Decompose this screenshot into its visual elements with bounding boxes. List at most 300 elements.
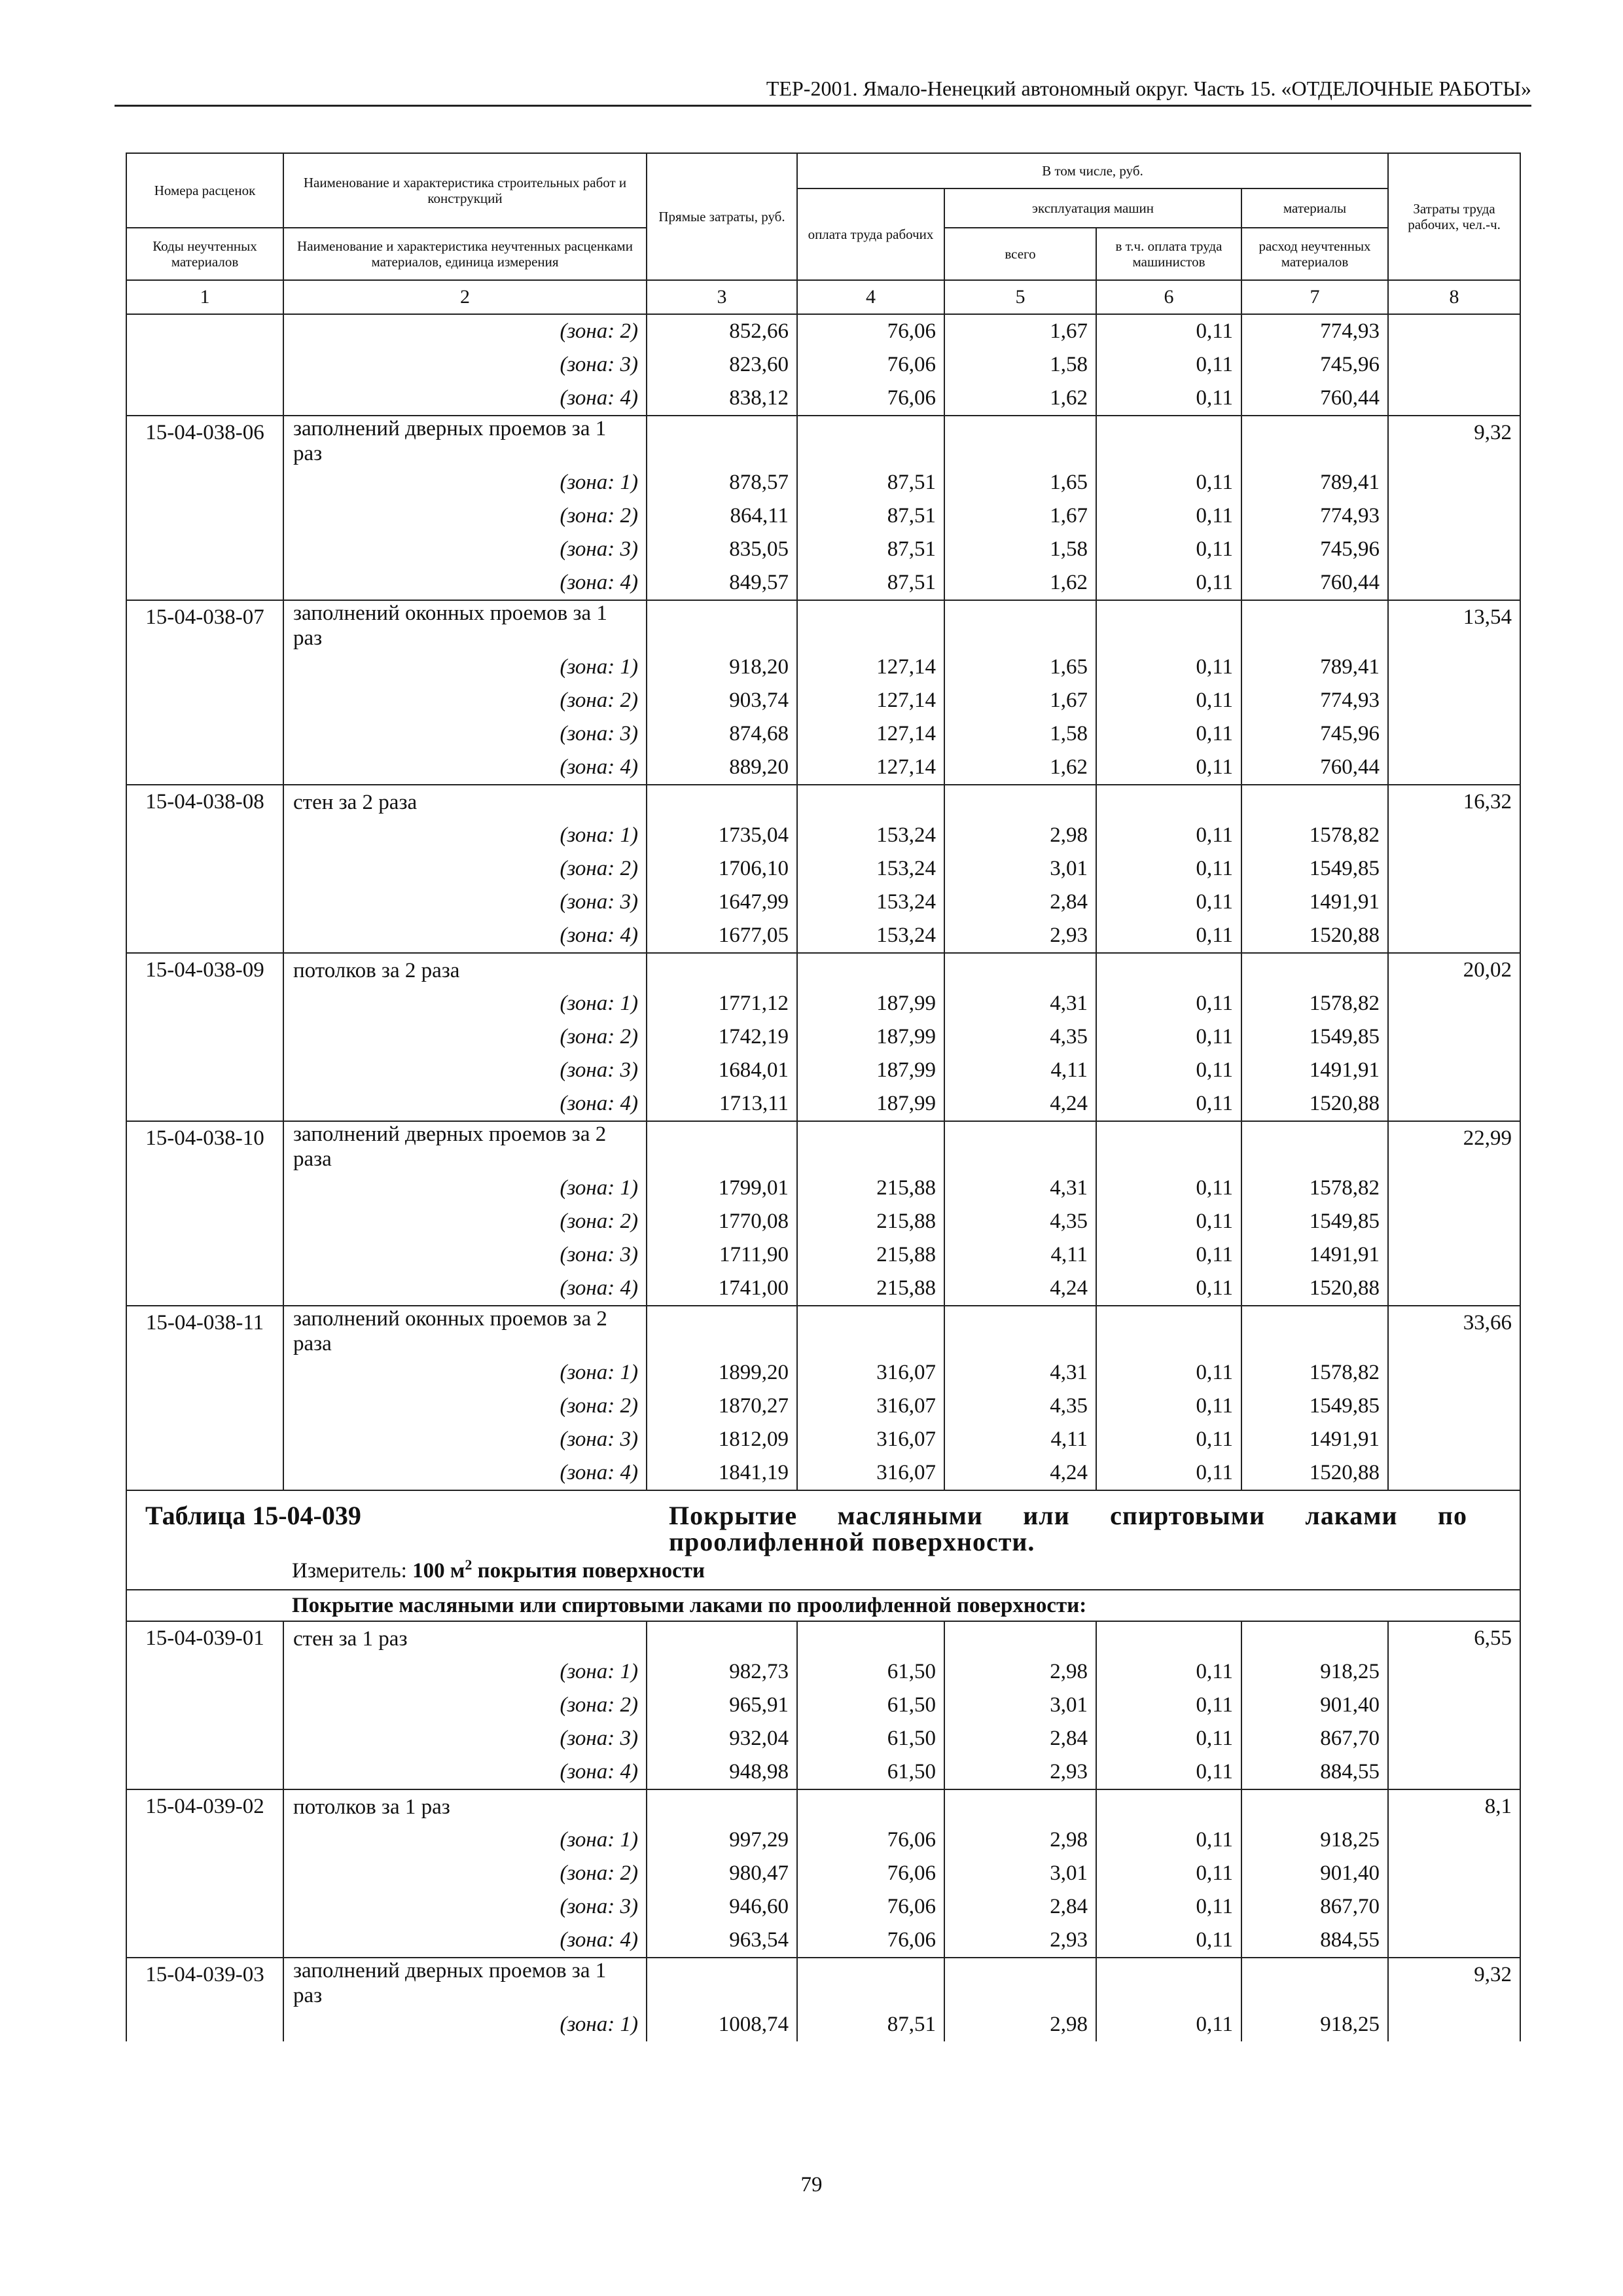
- value-cell: 1491,91: [1241, 1054, 1388, 1087]
- value-cell: 1578,82: [1241, 1172, 1388, 1205]
- value-cell: 76,06: [797, 314, 944, 348]
- value-cell: 1770,08: [647, 1205, 797, 1238]
- value-cell: 153,24: [797, 886, 944, 919]
- value-cell: 1870,27: [647, 1390, 797, 1423]
- value-cell: 1549,85: [1241, 1020, 1388, 1054]
- measure-prefix: Измеритель:: [292, 1559, 413, 1583]
- value-cell: 61,50: [797, 1722, 944, 1755]
- code-cell: [126, 1390, 283, 1423]
- code-cell: [126, 2008, 283, 2041]
- value-cell: 187,99: [797, 987, 944, 1020]
- labor-cell: [1388, 1655, 1520, 1689]
- code-cell: [126, 466, 283, 499]
- labor-cell: [1388, 717, 1520, 751]
- labor-cost: 9,32: [1388, 1958, 1520, 2008]
- value-cell: 76,06: [797, 348, 944, 382]
- value-cell: 0,11: [1096, 1087, 1241, 1121]
- labor-cell: [1388, 1272, 1520, 1306]
- code-cell: [126, 1689, 283, 1722]
- rate-row: [126, 1621, 1520, 1655]
- empty-cell: [1096, 600, 1241, 651]
- value-cell: 852,66: [647, 314, 797, 348]
- rate-row: [126, 1121, 1520, 1172]
- value-cell: 0,11: [1096, 1390, 1241, 1423]
- value-cell: 884,55: [1241, 1755, 1388, 1789]
- value-cell: 87,51: [797, 466, 944, 499]
- value-cell: 1520,88: [1241, 1456, 1388, 1490]
- value-cell: 1,67: [944, 499, 1096, 533]
- value-cell: 1520,88: [1241, 1087, 1388, 1121]
- value-cell: 1,58: [944, 533, 1096, 566]
- empty-cell: [647, 1958, 797, 2008]
- value-cell: 918,25: [1241, 1823, 1388, 1857]
- value-cell: 61,50: [797, 1755, 944, 1789]
- empty-cell: [1096, 1958, 1241, 2008]
- labor-cell: [1388, 1890, 1520, 1924]
- code-cell: [126, 751, 283, 785]
- labor-cell: [1388, 566, 1520, 600]
- code-cell: [126, 1655, 283, 1689]
- labor-cell: [1388, 382, 1520, 416]
- value-cell: 1735,04: [647, 819, 797, 852]
- value-cell: 0,11: [1096, 566, 1241, 600]
- value-cell: 823,60: [647, 348, 797, 382]
- value-cell: 760,44: [1241, 566, 1388, 600]
- empty-cell: [647, 416, 797, 466]
- zone-row: [126, 717, 1520, 751]
- value-cell: 760,44: [1241, 382, 1388, 416]
- value-cell: 0,11: [1096, 1823, 1241, 1857]
- col-machines-labor-header: в т.ч. оплата труда машинистов: [1096, 228, 1241, 280]
- value-cell: 0,11: [1096, 987, 1241, 1020]
- zone-row: [126, 987, 1520, 1020]
- value-cell: 0,11: [1096, 651, 1241, 684]
- value-cell: 0,11: [1096, 1272, 1241, 1306]
- labor-cost: 8,1: [1388, 1789, 1520, 1823]
- empty-cell: [1096, 416, 1241, 466]
- value-cell: 932,04: [647, 1722, 797, 1755]
- value-cell: 2,84: [944, 1890, 1096, 1924]
- labor-cell: [1388, 348, 1520, 382]
- zone-label: (зона: 4): [283, 751, 647, 785]
- value-cell: 153,24: [797, 852, 944, 886]
- measure-unit: [127, 1558, 1520, 1584]
- value-cell: 2,98: [944, 1655, 1096, 1689]
- code-cell: [126, 314, 283, 348]
- value-cell: 153,24: [797, 919, 944, 953]
- labor-cell: [1388, 2008, 1520, 2041]
- value-cell: 965,91: [647, 1689, 797, 1722]
- value-cell: 948,98: [647, 1755, 797, 1789]
- running-header-title: ТЕР-2001. Ямало-Ненецкий автономный округ. Часть 15. «ОТДЕЛОЧНЫЕ РАБОТЫ»: [766, 77, 1531, 100]
- rate-row: [126, 600, 1520, 651]
- rate-name: стен за 1 раз: [283, 1621, 647, 1655]
- zone-label: (зона: 2): [283, 1857, 647, 1890]
- value-cell: 1008,74: [647, 2008, 797, 2041]
- value-cell: 0,11: [1096, 1857, 1241, 1890]
- value-cell: 1713,11: [647, 1087, 797, 1121]
- column-number: 3: [647, 280, 797, 314]
- labor-cost: 33,66: [1388, 1306, 1520, 1356]
- zone-row: [126, 1423, 1520, 1456]
- value-cell: 918,25: [1241, 2008, 1388, 2041]
- value-cell: 963,54: [647, 1924, 797, 1958]
- value-cell: 0,11: [1096, 499, 1241, 533]
- labor-cell: [1388, 314, 1520, 348]
- labor-cost: 22,99: [1388, 1121, 1520, 1172]
- value-cell: 1,58: [944, 348, 1096, 382]
- value-cell: 745,96: [1241, 717, 1388, 751]
- value-cell: 1491,91: [1241, 1238, 1388, 1272]
- zone-row: [126, 466, 1520, 499]
- value-cell: 1899,20: [647, 1356, 797, 1390]
- value-cell: 76,06: [797, 1857, 944, 1890]
- zone-row: [126, 1689, 1520, 1722]
- value-cell: 789,41: [1241, 651, 1388, 684]
- value-cell: 127,14: [797, 684, 944, 717]
- zone-row: [126, 1172, 1520, 1205]
- code-cell: [126, 684, 283, 717]
- value-cell: 1,65: [944, 651, 1096, 684]
- value-cell: 1520,88: [1241, 1272, 1388, 1306]
- empty-cell: [1241, 1621, 1388, 1655]
- value-cell: 918,25: [1241, 1655, 1388, 1689]
- value-cell: 4,24: [944, 1087, 1096, 1121]
- empty-cell: [944, 953, 1096, 987]
- empty-cell: [797, 600, 944, 651]
- labor-cell: [1388, 1172, 1520, 1205]
- zone-row: [126, 1655, 1520, 1689]
- column-number: 4: [797, 280, 944, 314]
- value-cell: 76,06: [797, 1924, 944, 1958]
- in-total-header: В том числе, руб.: [797, 153, 1388, 188]
- measure-suffix: покрытия поверхности: [472, 1559, 705, 1583]
- labor-cell: [1388, 1205, 1520, 1238]
- zone-row: [126, 348, 1520, 382]
- value-cell: 187,99: [797, 1054, 944, 1087]
- value-cell: 997,29: [647, 1823, 797, 1857]
- value-cell: 87,51: [797, 566, 944, 600]
- zone-label: (зона: 2): [283, 1390, 647, 1423]
- value-cell: 849,57: [647, 566, 797, 600]
- value-cell: 1,65: [944, 466, 1096, 499]
- value-cell: 1491,91: [1241, 886, 1388, 919]
- value-cell: 4,24: [944, 1272, 1096, 1306]
- zone-label: (зона: 2): [283, 314, 647, 348]
- value-cell: 61,50: [797, 1655, 944, 1689]
- labor-cell: [1388, 1689, 1520, 1722]
- section-title: Покрытие масляными или спиртовыми лаками по проолифленной поверхности:: [126, 1590, 1520, 1621]
- empty-cell: [1096, 1789, 1241, 1823]
- labor-cell: [1388, 1423, 1520, 1456]
- labor-cell: [1388, 852, 1520, 886]
- empty-cell: [797, 1306, 944, 1356]
- value-cell: 0,11: [1096, 1205, 1241, 1238]
- zone-label: (зона: 3): [283, 1238, 647, 1272]
- code-cell: [126, 819, 283, 852]
- rate-name: заполнений дверных проемов за 1 раз: [283, 1958, 647, 2008]
- value-cell: 1,62: [944, 751, 1096, 785]
- zone-label: (зона: 2): [283, 1689, 647, 1722]
- value-cell: 1549,85: [1241, 1205, 1388, 1238]
- zone-row: [126, 1390, 1520, 1423]
- value-cell: 0,11: [1096, 751, 1241, 785]
- value-cell: 0,11: [1096, 852, 1241, 886]
- empty-cell: [944, 1306, 1096, 1356]
- rate-code: 15-04-039-01: [126, 1621, 283, 1655]
- empty-cell: [944, 1121, 1096, 1172]
- labor-cost: 9,32: [1388, 416, 1520, 466]
- column-number: 1: [126, 280, 283, 314]
- value-cell: 0,11: [1096, 1655, 1241, 1689]
- rate-code: 15-04-038-06: [126, 416, 283, 466]
- value-cell: 1,62: [944, 566, 1096, 600]
- rate-name: заполнений оконных проемов за 1 раз: [283, 600, 647, 651]
- empty-cell: [647, 600, 797, 651]
- value-cell: 760,44: [1241, 751, 1388, 785]
- rate-code: 15-04-038-07: [126, 600, 283, 651]
- value-cell: 835,05: [647, 533, 797, 566]
- value-cell: 1799,01: [647, 1172, 797, 1205]
- code-cell: [126, 533, 283, 566]
- empty-cell: [797, 1958, 944, 2008]
- zone-row: [126, 651, 1520, 684]
- labor-cell: [1388, 1823, 1520, 1857]
- rate-name: потолков за 2 раза: [283, 953, 647, 987]
- zone-row: [126, 1238, 1520, 1272]
- code-cell: [126, 348, 283, 382]
- zone-row: [126, 1356, 1520, 1390]
- zone-row: [126, 751, 1520, 785]
- column-number: 2: [283, 280, 647, 314]
- value-cell: 215,88: [797, 1272, 944, 1306]
- value-cell: 3,01: [944, 852, 1096, 886]
- zone-row: [126, 2008, 1520, 2041]
- value-cell: 4,35: [944, 1205, 1096, 1238]
- value-cell: 789,41: [1241, 466, 1388, 499]
- value-cell: 2,93: [944, 1755, 1096, 1789]
- code-cell: [126, 886, 283, 919]
- value-cell: 867,70: [1241, 1722, 1388, 1755]
- zone-label: (зона: 3): [283, 1054, 647, 1087]
- zone-row: [126, 1272, 1520, 1306]
- code-cell: [126, 1823, 283, 1857]
- value-cell: 1,67: [944, 684, 1096, 717]
- value-cell: 2,98: [944, 819, 1096, 852]
- value-cell: 1,62: [944, 382, 1096, 416]
- rate-code: 15-04-038-11: [126, 1306, 283, 1356]
- value-cell: 1706,10: [647, 852, 797, 886]
- empty-cell: [1096, 785, 1241, 819]
- zone-label: (зона: 4): [283, 1272, 647, 1306]
- rate-code: 15-04-039-02: [126, 1789, 283, 1823]
- value-cell: 215,88: [797, 1172, 944, 1205]
- zone-label: (зона: 4): [283, 1755, 647, 1789]
- zone-row: [126, 1823, 1520, 1857]
- rate-row: [126, 785, 1520, 819]
- empty-cell: [944, 1789, 1096, 1823]
- labor-cell: [1388, 751, 1520, 785]
- zone-label: (зона: 1): [283, 819, 647, 852]
- code-cell: [126, 382, 283, 416]
- value-cell: 0,11: [1096, 2008, 1241, 2041]
- value-cell: 0,11: [1096, 466, 1241, 499]
- code-cell: [126, 499, 283, 533]
- rate-name: потолков за 1 раз: [283, 1789, 647, 1823]
- code-cell: [126, 1722, 283, 1755]
- code-cell: [126, 1356, 283, 1390]
- labor-cell: [1388, 1722, 1520, 1755]
- value-cell: 187,99: [797, 1020, 944, 1054]
- code-cell: [126, 1924, 283, 1958]
- value-cell: 0,11: [1096, 1924, 1241, 1958]
- code-cell: [126, 1087, 283, 1121]
- zone-label: (зона: 3): [283, 533, 647, 566]
- empty-cell: [944, 416, 1096, 466]
- zone-label: (зона: 3): [283, 1722, 647, 1755]
- value-cell: 4,31: [944, 1356, 1096, 1390]
- zone-label: (зона: 3): [283, 886, 647, 919]
- value-cell: 316,07: [797, 1456, 944, 1490]
- labor-cell: [1388, 533, 1520, 566]
- code-cell: [126, 1020, 283, 1054]
- value-cell: 0,11: [1096, 819, 1241, 852]
- value-cell: 0,11: [1096, 1423, 1241, 1456]
- empty-cell: [1096, 1121, 1241, 1172]
- value-cell: 864,11: [647, 499, 797, 533]
- value-cell: 903,74: [647, 684, 797, 717]
- labor-cell: [1388, 466, 1520, 499]
- code-cell: [126, 1172, 283, 1205]
- value-cell: 0,11: [1096, 1755, 1241, 1789]
- zone-row: [126, 1054, 1520, 1087]
- rate-row: [126, 1958, 1520, 2008]
- empty-cell: [647, 1789, 797, 1823]
- table-number: Таблица 15-04-039: [145, 1501, 361, 1530]
- value-cell: 0,11: [1096, 1689, 1241, 1722]
- value-cell: 1549,85: [1241, 852, 1388, 886]
- value-cell: 1841,19: [647, 1456, 797, 1490]
- empty-cell: [797, 416, 944, 466]
- value-cell: 889,20: [647, 751, 797, 785]
- col-labor-header: оплата труда рабочих: [797, 188, 944, 280]
- zone-row: [126, 886, 1520, 919]
- value-cell: 1578,82: [1241, 819, 1388, 852]
- zone-label: (зона: 4): [283, 382, 647, 416]
- code-cell: [126, 717, 283, 751]
- labor-cell: [1388, 1020, 1520, 1054]
- code-cell: [126, 651, 283, 684]
- value-cell: 153,24: [797, 819, 944, 852]
- value-cell: 774,93: [1241, 684, 1388, 717]
- zone-row: [126, 382, 1520, 416]
- zone-row: [126, 1722, 1520, 1755]
- zone-label: (зона: 1): [283, 1655, 647, 1689]
- code-cell: [126, 1272, 283, 1306]
- value-cell: 87,51: [797, 533, 944, 566]
- value-cell: 901,40: [1241, 1689, 1388, 1722]
- labor-cell: [1388, 1456, 1520, 1490]
- value-cell: 3,01: [944, 1689, 1096, 1722]
- value-cell: 0,11: [1096, 533, 1241, 566]
- table-title: Покрытие масляными или спиртовыми лаками по проолифленной поверхности.: [669, 1501, 1467, 1556]
- labor-cell: [1388, 684, 1520, 717]
- value-cell: 215,88: [797, 1238, 944, 1272]
- empty-cell: [1096, 953, 1241, 987]
- zone-label: (зона: 1): [283, 1823, 647, 1857]
- zone-label: (зона: 3): [283, 348, 647, 382]
- rates-table: [126, 152, 1521, 2041]
- labor-cell: [1388, 1390, 1520, 1423]
- col-code-header: Номера расценок: [126, 153, 283, 228]
- running-header: [115, 71, 1531, 107]
- value-cell: 2,98: [944, 2008, 1096, 2041]
- labor-cell: [1388, 1356, 1520, 1390]
- code-cell: [126, 1238, 283, 1272]
- value-cell: 1,67: [944, 314, 1096, 348]
- value-cell: 2,84: [944, 1722, 1096, 1755]
- measure-sup: 2: [465, 1556, 473, 1573]
- value-cell: 838,12: [647, 382, 797, 416]
- zone-label: (зона: 1): [283, 1356, 647, 1390]
- labor-cell: [1388, 1054, 1520, 1087]
- rate-name: стен за 2 раза: [283, 785, 647, 819]
- value-cell: 0,11: [1096, 1356, 1241, 1390]
- column-number: 7: [1241, 280, 1388, 314]
- value-cell: 87,51: [797, 2008, 944, 2041]
- zone-label: (зона: 1): [283, 987, 647, 1020]
- value-cell: 0,11: [1096, 1456, 1241, 1490]
- labor-cost: 16,32: [1388, 785, 1520, 819]
- value-cell: 745,96: [1241, 533, 1388, 566]
- code-cell: [126, 1755, 283, 1789]
- code-cell: [126, 1456, 283, 1490]
- labor-cost: 13,54: [1388, 600, 1520, 651]
- value-cell: 2,93: [944, 1924, 1096, 1958]
- empty-cell: [797, 1121, 944, 1172]
- value-cell: 918,20: [647, 651, 797, 684]
- empty-cell: [1241, 416, 1388, 466]
- zone-row: [126, 684, 1520, 717]
- value-cell: 946,60: [647, 1890, 797, 1924]
- zone-label: (зона: 4): [283, 1456, 647, 1490]
- value-cell: 0,11: [1096, 886, 1241, 919]
- value-cell: 127,14: [797, 751, 944, 785]
- value-cell: 0,11: [1096, 684, 1241, 717]
- value-cell: 1771,12: [647, 987, 797, 1020]
- col-unrecorded-names-header: Наименование и характеристика неучтенных расценками материалов, единица измерения: [283, 228, 647, 280]
- value-cell: 878,57: [647, 466, 797, 499]
- empty-cell: [797, 1621, 944, 1655]
- zone-label: (зона: 2): [283, 1205, 647, 1238]
- rate-code: 15-04-038-09: [126, 953, 283, 987]
- zone-row: [126, 1087, 1520, 1121]
- table-header: [126, 153, 1520, 314]
- labor-cell: [1388, 651, 1520, 684]
- value-cell: 316,07: [797, 1356, 944, 1390]
- empty-cell: [1241, 1121, 1388, 1172]
- empty-cell: [944, 1621, 1096, 1655]
- value-cell: 901,40: [1241, 1857, 1388, 1890]
- zone-label: (зона: 4): [283, 919, 647, 953]
- value-cell: 76,06: [797, 1823, 944, 1857]
- zone-row: [126, 1924, 1520, 1958]
- value-cell: 1491,91: [1241, 1423, 1388, 1456]
- labor-cell: [1388, 1924, 1520, 1958]
- value-cell: 1549,85: [1241, 1390, 1388, 1423]
- zone-label: (зона: 2): [283, 1020, 647, 1054]
- col-unrecorded-codes-header: Коды неучтенных материалов: [126, 228, 283, 280]
